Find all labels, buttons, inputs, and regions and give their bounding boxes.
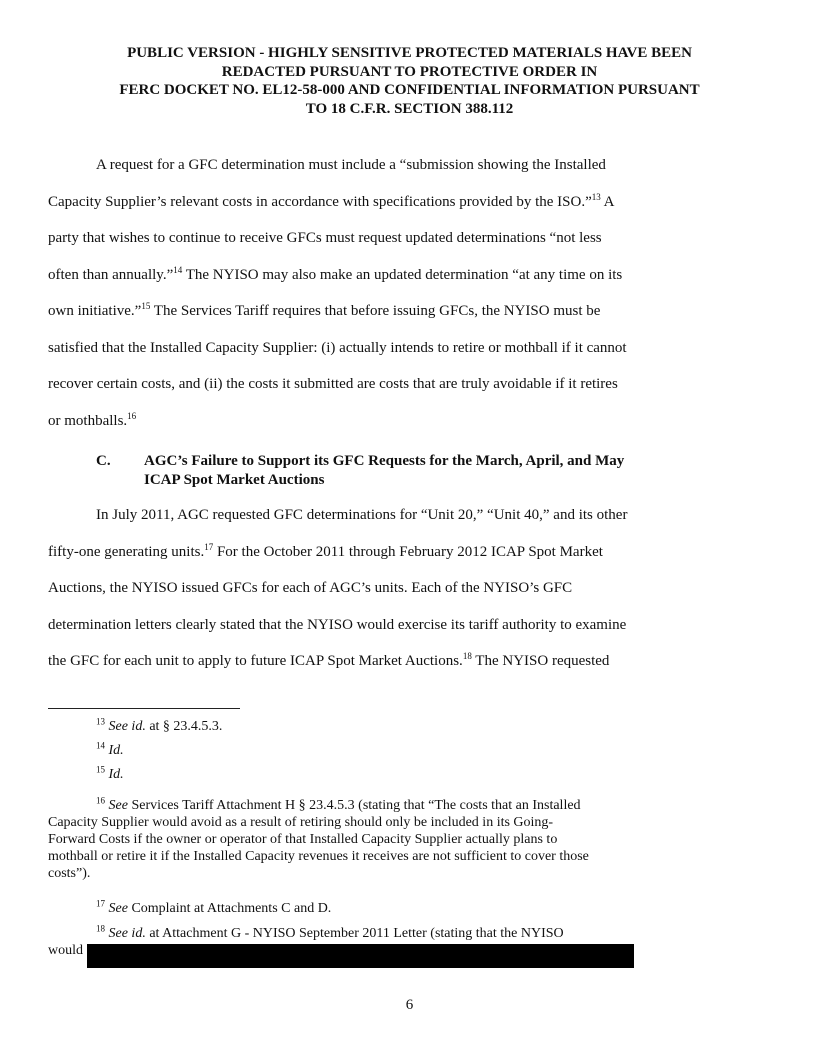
- confidentiality-header: [40, 44, 779, 118]
- paragraph-gfc-request: [48, 147, 760, 439]
- footnote-ref[interactable]: 14: [173, 264, 183, 275]
- text-line: Auctions, the NYISO issued GFCs for each of AGC’s units. Each of the NYISO’s GFC: [48, 580, 573, 596]
- footnote-13: $^{13}$ See id. at § 23.4.5.3.: [96, 716, 223, 734]
- footnote-14: $^{14}$ Id.: [96, 740, 124, 758]
- text-line: own initiative.”$^{15}$ The Services Tariff requires that before issuing GFCs, the NYISO must be: [48, 301, 601, 319]
- text-line: fifty-one generating units.$^{17}$ For the October 2011 through February 2012 ICAP Spot Market: [48, 541, 603, 560]
- footnote-15: $^{15}$ Id.: [96, 764, 124, 782]
- footnote-ref[interactable]: 17: [204, 541, 214, 552]
- text-line: In July 2011, AGC requested GFC determinations for “Unit 20,” “Unit 40,” and its other: [96, 507, 628, 523]
- footnote-ref[interactable]: 18: [462, 651, 472, 661]
- footnote-16: $^{16}$ See Services Tariff Attachment H § 23.4.5.3 (stating that “The costs that an Installed Capacity Supplier would avoid as a result of retiring should only be included in its Going- Forward Costs if the owner or operator of that Installed Capacity Supplier actually plans to mothball or retire it if the Installed Capacity revenues it receives are not sufficient to cover those costs”).: [48, 795, 589, 881]
- footnote-17: $^{17}$ See Complaint at Attachments C and D.: [96, 898, 332, 916]
- section-letter: C.: [96, 453, 111, 469]
- paragraph-agc-requests: [48, 497, 760, 680]
- header-line: REDACTED PURSUANT TO PROTECTIVE ORDER IN: [221, 63, 598, 80]
- text-line: Capacity Supplier’s relevant costs in accordance with specifications provided by the ISO.”$^{13}$ A: [48, 191, 615, 210]
- footnote-ref[interactable]: 13: [591, 191, 601, 202]
- footnote-18: $^{18}$ See id. at Attachment G - NYISO September 2011 Letter (stating that the NYISO would: [48, 923, 564, 958]
- redaction-bar: [87, 944, 634, 968]
- text-line: the GFC for each unit to apply to future ICAP Spot Market Auctions.$^{18}$ The NYISO requested: [48, 651, 610, 669]
- section-heading: [96, 452, 696, 489]
- text-line: A request for a GFC determination must include a “submission showing the Installed: [96, 157, 606, 173]
- footnote-ref[interactable]: 16: [127, 410, 137, 421]
- header-line: FERC DOCKET NO. EL12-58-000 AND CONFIDENTIAL INFORMATION PURSUANT: [119, 82, 700, 98]
- text-line: party that wishes to continue to receive GFCs must request updated determinations “not less: [48, 230, 602, 246]
- text-line: satisfied that the Installed Capacity Supplier: (i) actually intends to retire or mothball if it cannot: [48, 339, 627, 356]
- text-line: recover certain costs, and (ii) the costs it submitted are costs that are truly avoidable if it retires: [48, 376, 618, 392]
- header-line: PUBLIC VERSION - HIGHLY SENSITIVE PROTECTED MATERIALS HAVE BEEN: [127, 45, 692, 61]
- page-number: 6: [405, 997, 414, 1013]
- text-line: often than annually.”$^{14}$ The NYISO may also make an updated determination “at any time on its: [48, 264, 623, 283]
- section-title: AGC’s Failure to Support its GFC Requests for the March, April, and May ICAP Spot Market Auctions: [144, 453, 625, 488]
- header-line: TO 18 C.F.R. SECTION 388.112: [305, 100, 514, 117]
- text-line: or mothballs.$^{16}$: [48, 410, 137, 429]
- footnote-ref[interactable]: 15: [141, 301, 151, 311]
- footnote-divider: [48, 708, 240, 709]
- text-line: determination letters clearly stated that the NYISO would exercise its tariff authority to examine: [48, 616, 627, 633]
